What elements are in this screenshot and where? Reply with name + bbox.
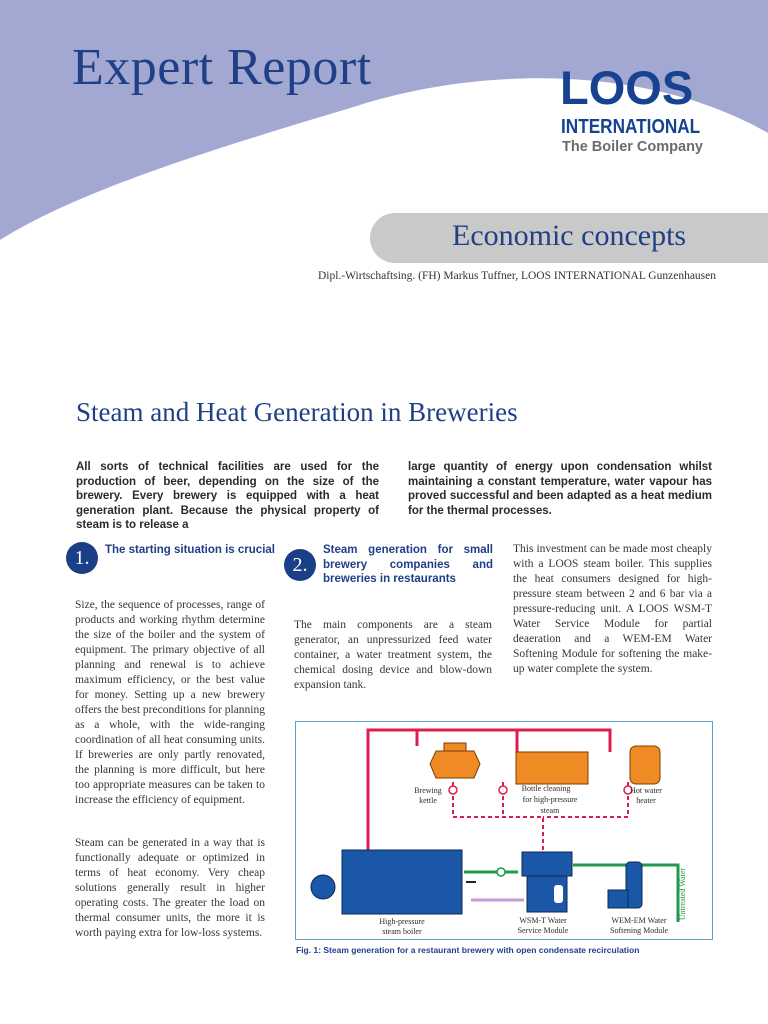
- svg-text:Softening Module: Softening Module: [610, 926, 668, 935]
- label-untreated-water: Untreated Water: [678, 867, 687, 921]
- section-1-paragraph-1: Size, the sequence of processes, range of products and working rhythm determine the size of the boiler and the system of equipment. The primary objective of all planning and renewal is to achieve maximum efficiency, or the best value for money. Setting up a new brewery offers the best preconditions for planning as a whole, with the wide-ranging coordination of all heat consuming units. If breweries are only partly renovated, the planning is more difficult, but here too appropriate measures can be taken to increase the efficiency of equipment.: [75, 599, 265, 806]
- svg-text:for high-pressure: for high-pressure: [522, 795, 578, 804]
- section-2-paragraph-2: This investment can be made most cheaply with a LOOS steam boiler. This supplies the heat consumers designed for high-pressure steam between 2 and 6 bar via a pressure-reducing unit. A LOOS WSM-T Water Service Module for partial deaeration and a WEM-EM Water Softening Module for softening the make-up water complete the system.: [513, 543, 712, 675]
- steam-boiler-icon: [311, 850, 462, 914]
- label-boiler: High-pressure: [379, 917, 425, 926]
- section-1-title: The starting situation is crucial: [105, 544, 275, 556]
- label-bottle-cleaning: Bottle cleaning: [521, 784, 571, 793]
- steam-lines: [368, 730, 610, 852]
- label-brewing-kettle: Brewing: [414, 786, 442, 795]
- intro-right: large quantity of energy upon condensation whilst maintaining a constant temperature, water vapour has proved successful and been adapted as a heat medium for the thermal processes.: [408, 461, 712, 517]
- label-wsm: WSM-T Water: [519, 916, 567, 925]
- figure-caption: Fig. 1: Steam generation for a restaurant brewery with open condensate recirculation: [296, 945, 640, 955]
- label-wem: WEM-EM Water: [611, 916, 667, 925]
- wem-module-icon: [608, 862, 642, 908]
- label-hot-water: Hot water: [630, 786, 662, 795]
- author-line: Dipl.-Wirtschaftsing. (FH) Markus Tuffner, LOOS INTERNATIONAL Gunzenhausen: [318, 270, 717, 282]
- svg-text:Service Module: Service Module: [517, 926, 569, 935]
- svg-text:steam boiler: steam boiler: [382, 927, 422, 936]
- section-1-paragraph-2: Steam can be generated in a way that is functionally adequate or optimized in terms of heat economy. Very cheap solutions generally result in higher operating costs. The greater the load on thermal consumer units, the more it is worth paying extra for low-loss systems.: [75, 837, 265, 939]
- section-2-number: 2.: [284, 549, 316, 581]
- report-title: Expert Report: [72, 39, 372, 96]
- intro-left: All sorts of technical facilities are used for the production of beer, depending on the size of the brewery. Every brewery is equipped with a heat generation plant. Because the physical property of steam is to release a: [76, 461, 379, 531]
- svg-text:heater: heater: [636, 796, 656, 805]
- steam-system-diagram: [296, 722, 712, 939]
- logo-subtitle: INTERNATIONAL: [561, 116, 701, 138]
- section-2-title: Steam generation for small brewery companies and breweries in restaurants: [323, 544, 493, 585]
- wsm-module-icon: [497, 852, 572, 912]
- svg-text:steam: steam: [540, 806, 560, 815]
- section-2-paragraph-1: The main components are a steam generator, an unpressurized feed water container, a water treatment system, the chemical dosing device and blow-down expansion tank.: [294, 619, 492, 691]
- figure-frame: [295, 721, 713, 940]
- category-label: Economic concepts: [452, 219, 687, 252]
- section-1-number: 1.: [66, 542, 98, 574]
- logo-name: LOOS: [560, 61, 694, 114]
- logo-tagline: The Boiler Company: [562, 139, 703, 155]
- svg-text:kettle: kettle: [419, 796, 437, 805]
- article-heading: Steam and Heat Generation in Breweries: [76, 397, 518, 427]
